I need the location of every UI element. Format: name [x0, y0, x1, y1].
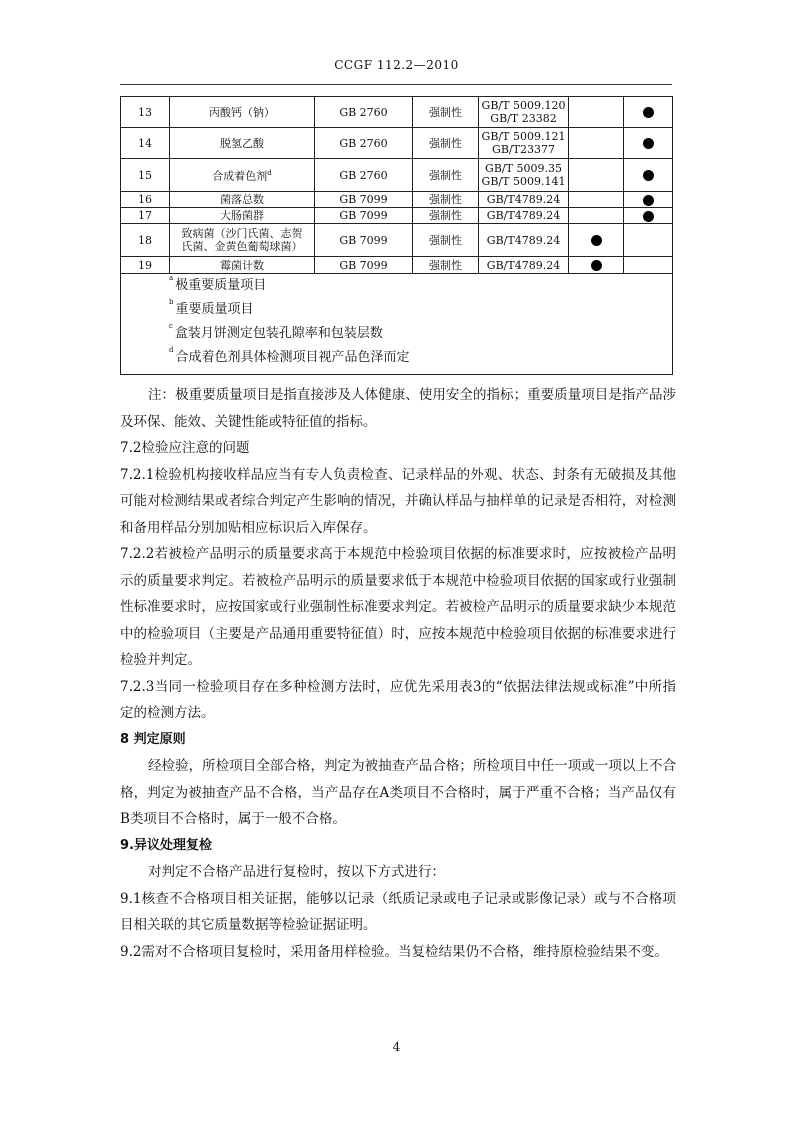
- table-row: [121, 224, 673, 257]
- class-a-cell: [569, 97, 624, 128]
- basis-standard: GB 2760: [315, 159, 413, 192]
- footnote-mark: d: [267, 169, 272, 178]
- basis-standard: GB 7099: [315, 257, 413, 274]
- paragraph: 7.2.2若被检产品明示的质量要求高于本规范中检验项目依据的标准要求时，应按被检产品明示的质量要求判定。若被检产品明示的质量要求低于本规范中检验项目依据的国家或行业强制性标准要求时，应按国家或行业强制性标准要求判定。若被检产品明示的质量要求缺少本规范中的检验项目（主要是产品通用重要特征值）时，应按本规范中检验项目依据的标准要求进行检验并判定。: [120, 546, 676, 668]
- body-text: [120, 382, 676, 965]
- item-name-line: 致病菌（沙门氏菌、志贺: [181, 227, 303, 240]
- class-b-cell: [624, 224, 673, 257]
- test-method-line: GB/T4789.24: [486, 193, 561, 206]
- class-a-cell: [569, 224, 624, 257]
- test-method: [479, 97, 569, 128]
- test-method: [479, 192, 569, 208]
- filled-dot-icon: [643, 211, 654, 222]
- header-rule: [120, 84, 672, 85]
- paragraph: 9.2需对不合格项目复检时，采用备用样检验。当复检结果仍不合格，维持原检验结果不变。: [120, 943, 668, 960]
- basis-standard: GB 7099: [315, 224, 413, 257]
- test-method-line: GB/T4789.24: [486, 258, 561, 272]
- filled-dot-icon: [591, 235, 602, 246]
- filled-dot-icon: [643, 170, 654, 181]
- test-method: [479, 224, 569, 257]
- footnotes-row: [121, 274, 673, 375]
- table-row: [121, 128, 673, 159]
- section-heading: 8 判定原则: [120, 731, 186, 747]
- class-b-cell: [624, 208, 673, 224]
- class-a-cell: [569, 128, 624, 159]
- footnote-mark: a: [169, 274, 174, 282]
- class-a-cell: [569, 208, 624, 224]
- class-b-cell: [624, 128, 673, 159]
- paragraph: 对判定不合格产品进行复检时，按以下方式进行：: [148, 864, 445, 880]
- table-row: [121, 208, 673, 224]
- test-method-line: GB/T23377: [492, 143, 555, 156]
- footnote-text: 重要质量项目: [175, 302, 254, 317]
- test-method-line: GB/T 23382: [490, 112, 557, 125]
- class-b-cell: [624, 97, 673, 128]
- item-name: [170, 208, 315, 224]
- class-b-cell: [624, 159, 673, 192]
- table-body: [121, 97, 673, 375]
- footnote: [169, 298, 672, 322]
- item-number: 16: [121, 192, 170, 208]
- standard-nature: 强制性: [413, 257, 479, 274]
- item-name: [170, 257, 315, 274]
- test-method: [479, 208, 569, 224]
- test-method-line: GB/T 5009.120: [481, 99, 566, 112]
- footnote: [169, 346, 672, 370]
- section-heading: 9.异议处理复检: [120, 837, 212, 853]
- item-name: [170, 159, 315, 192]
- paragraph: 注：极重要质量项目是指直接涉及人体健康、使用安全的指标；重要质量项目是指产品涉及环保、能效、关键性能或特征值的指标。: [120, 387, 676, 430]
- paragraph: 7.2.1检验机构接收样品应当有专人负责检查、记录样品的外观、状态、封条有无破损及其他可能对检测结果或者综合判定产生影响的情况，并确认样品与抽样单的记录是否相符，对检测和备用样品分别加贴相应标识后入库保存。: [120, 466, 676, 536]
- paragraph: 7.2检验应注意的问题: [120, 440, 250, 456]
- item-name-text: 脱氢乙酸: [220, 136, 264, 150]
- filled-dot-icon: [643, 138, 654, 149]
- filled-dot-icon: [591, 260, 602, 271]
- table-row: [121, 192, 673, 208]
- test-method-line: GB/T 5009.141: [481, 175, 566, 188]
- test-method: [479, 159, 569, 192]
- item-name-text: 丙酸钙（钠）: [209, 105, 275, 119]
- test-method-line: GB/T 5009.121: [481, 130, 566, 143]
- table-row: [121, 257, 673, 274]
- test-method: [479, 257, 569, 274]
- item-name-text: 霉菌计数: [220, 258, 264, 272]
- basis-standard: GB 7099: [315, 208, 413, 224]
- footnote: [169, 274, 672, 298]
- item-name: [170, 224, 315, 257]
- standard-nature: 强制性: [413, 97, 479, 128]
- basis-standard: GB 7099: [315, 192, 413, 208]
- item-name-text: 合成着色剂: [212, 169, 268, 183]
- standard-nature: 强制性: [413, 224, 479, 257]
- item-number: 18: [121, 224, 170, 257]
- footnote: [169, 322, 672, 346]
- inspection-items-table: [120, 96, 673, 375]
- footnote-mark: b: [169, 298, 174, 306]
- basis-standard: GB 2760: [315, 97, 413, 128]
- class-a-cell: [569, 257, 624, 274]
- paragraph: 7.2.3当同一检验项目存在多种检测方法时，应优先采用表3的“依据法律法规或标准”中所指定的检测方法。: [120, 678, 676, 721]
- item-name-text: 大肠菌群: [220, 209, 264, 222]
- test-method-line: GB/T4789.24: [486, 233, 561, 247]
- filled-dot-icon: [643, 195, 654, 206]
- footnote-text: 盒装月饼测定包装孔隙率和包装层数: [174, 326, 383, 341]
- item-number: 13: [121, 97, 170, 128]
- item-number: 19: [121, 257, 170, 274]
- footnote-text: 合成着色剂具体检测项目视产品色泽而定: [175, 350, 410, 365]
- table-footnotes: [121, 274, 673, 375]
- footnote-mark: c: [169, 322, 173, 330]
- test-method-line: GB/T 5009.35: [485, 162, 562, 175]
- class-a-cell: [569, 192, 624, 208]
- table-row: [121, 97, 673, 128]
- class-a-cell: [569, 159, 624, 192]
- class-b-cell: [624, 192, 673, 208]
- item-name-line: 氏菌、金黄色葡萄球菌）: [181, 240, 303, 253]
- standard-nature: 强制性: [413, 159, 479, 192]
- item-name-text: 菌落总数: [220, 193, 264, 206]
- footnote-mark: d: [169, 346, 174, 354]
- item-number: 17: [121, 208, 170, 224]
- table-row: [121, 159, 673, 192]
- item-name: [170, 97, 315, 128]
- footnote-text: 极重要质量项目: [175, 278, 267, 293]
- basis-standard: GB 2760: [315, 128, 413, 159]
- paragraph: 经检验，所检项目全部合格，判定为被抽查产品合格；所检项目中任一项或一项以上不合格，判定为被抽查产品不合格，当产品存在A类项目不合格时，属于严重不合格；当产品仅有B类项目不合格时，属于一般不合格。: [120, 758, 676, 827]
- test-method: [479, 128, 569, 159]
- paragraph: 9.1核查不合格项目相关证据，能够以记录（纸质记录或电子记录或影像记录）或与不合格项目相关联的其它质量数据等检验证据证明。: [120, 890, 676, 933]
- page-number: 4: [392, 1040, 401, 1054]
- class-b-cell: [624, 257, 673, 274]
- running-header: CCGF 112.2—2010: [334, 58, 459, 72]
- standard-nature: 强制性: [413, 192, 479, 208]
- item-name: [170, 192, 315, 208]
- filled-dot-icon: [643, 107, 654, 118]
- item-number: 15: [121, 159, 170, 192]
- item-number: 14: [121, 128, 170, 159]
- standard-nature: 强制性: [413, 208, 479, 224]
- item-name: [170, 128, 315, 159]
- test-method-line: GB/T4789.24: [486, 209, 561, 222]
- standard-nature: 强制性: [413, 128, 479, 159]
